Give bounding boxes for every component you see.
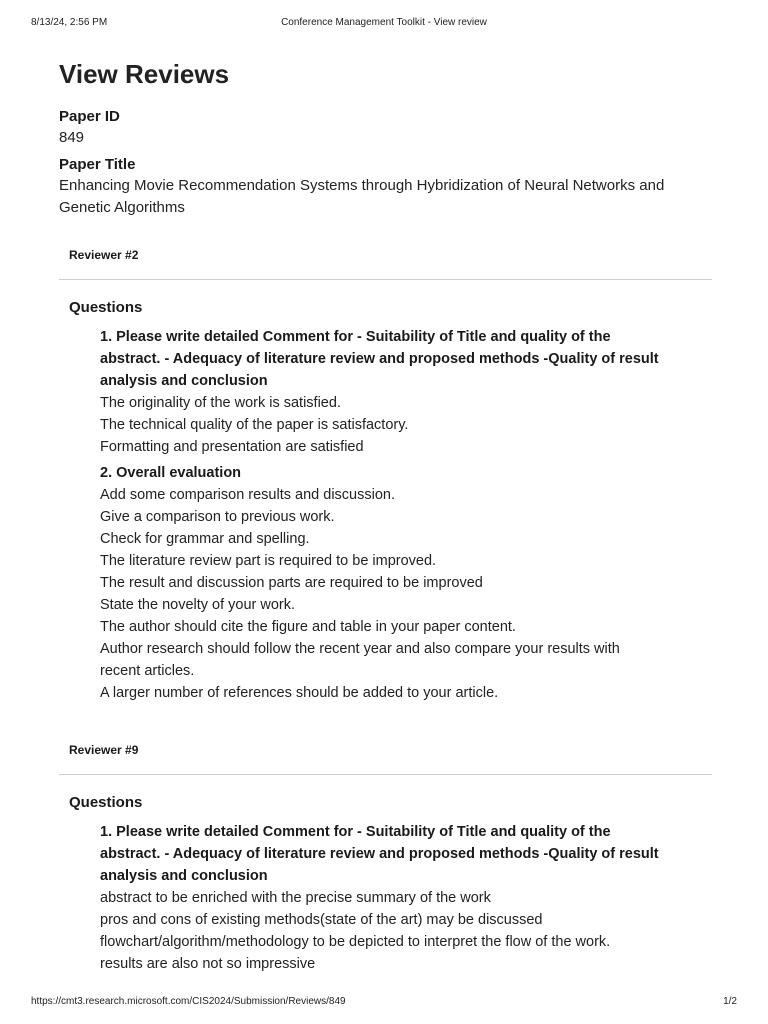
paper-title-value bbox=[59, 175, 719, 219]
paper-title-label: Paper Title bbox=[59, 156, 136, 173]
question-title-line: analysis and conclusion bbox=[100, 868, 268, 884]
answer-line: The technical quality of the paper is satisfactory. bbox=[100, 417, 409, 433]
question-title bbox=[100, 462, 712, 484]
divider bbox=[59, 279, 712, 280]
answer-line: State the novelty of your work. bbox=[100, 597, 296, 613]
print-footer bbox=[31, 996, 737, 1010]
answer-line: flowchart/algorithm/methodology to be depicted to interpret the flow of the work. bbox=[100, 934, 611, 950]
paper-title-line: Genetic Algorithms bbox=[59, 199, 185, 216]
question-title-line: analysis and conclusion bbox=[100, 373, 268, 389]
divider bbox=[59, 774, 712, 775]
review-block bbox=[69, 741, 712, 975]
question-title bbox=[100, 821, 712, 887]
answer-line: Formatting and presentation are satisfied bbox=[100, 439, 364, 455]
answer-line: A larger number of references should be added to your article. bbox=[100, 685, 499, 701]
answer-line: results are also not so impressive bbox=[100, 956, 316, 972]
questions-heading: Questions bbox=[69, 299, 143, 316]
answer-line: recent articles. bbox=[100, 663, 195, 679]
question-title-line: 1. Please write detailed Comment for - Suitability of Title and quality of the bbox=[100, 824, 611, 840]
question-title-line: abstract. - Adequacy of literature review and proposed methods -Quality of result bbox=[100, 351, 659, 367]
question-title-line: 2. Overall evaluation bbox=[100, 465, 242, 481]
reviewer-title: Reviewer #9 bbox=[69, 743, 139, 757]
paper-title-line: Enhancing Movie Recommendation Systems through Hybridization of Neural Networks and bbox=[59, 177, 665, 194]
question-title-line: abstract. - Adequacy of literature review and proposed methods -Quality of result bbox=[100, 846, 659, 862]
review-block bbox=[69, 246, 712, 704]
answer-line: The author should cite the figure and table in your paper content. bbox=[100, 619, 516, 635]
questions-heading: Questions bbox=[69, 794, 143, 811]
question-item bbox=[100, 462, 712, 704]
answer-line: The literature review part is required to be improved. bbox=[100, 553, 437, 569]
page-title: View Reviews bbox=[59, 59, 230, 89]
print-url[interactable]: https://cmt3.research.microsoft.com/CIS2024/Submission/Reviews/849 bbox=[31, 996, 346, 1007]
answer-line: Add some comparison results and discussion. bbox=[100, 487, 395, 503]
reviewer-title: Reviewer #2 bbox=[69, 248, 139, 262]
question-item bbox=[100, 821, 712, 975]
answer-line: The result and discussion parts are required to be improved bbox=[100, 575, 483, 591]
paper-id-value: 849 bbox=[59, 129, 85, 146]
paper-id-label: Paper ID bbox=[59, 108, 120, 125]
answer-line: Give a comparison to previous work. bbox=[100, 509, 335, 525]
print-doc-title: Conference Management Toolkit - View review bbox=[281, 17, 487, 28]
answer-line: The originality of the work is satisfied. bbox=[100, 395, 341, 411]
answer-line: abstract to be enriched with the precise summary of the work bbox=[100, 890, 491, 906]
print-page-number: 1/2 bbox=[723, 996, 737, 1007]
question-title bbox=[100, 326, 712, 392]
answer-line: Check for grammar and spelling. bbox=[100, 531, 310, 547]
question-title-line: 1. Please write detailed Comment for - Suitability of Title and quality of the bbox=[100, 329, 611, 345]
question-item bbox=[100, 326, 712, 458]
answer-line: Author research should follow the recent year and also compare your results with bbox=[100, 641, 620, 657]
print-header bbox=[31, 17, 737, 31]
answer-line: pros and cons of existing methods(state of the art) may be discussed bbox=[100, 912, 543, 928]
print-datetime: 8/13/24, 2:56 PM bbox=[31, 17, 108, 28]
main-content bbox=[59, 58, 719, 975]
